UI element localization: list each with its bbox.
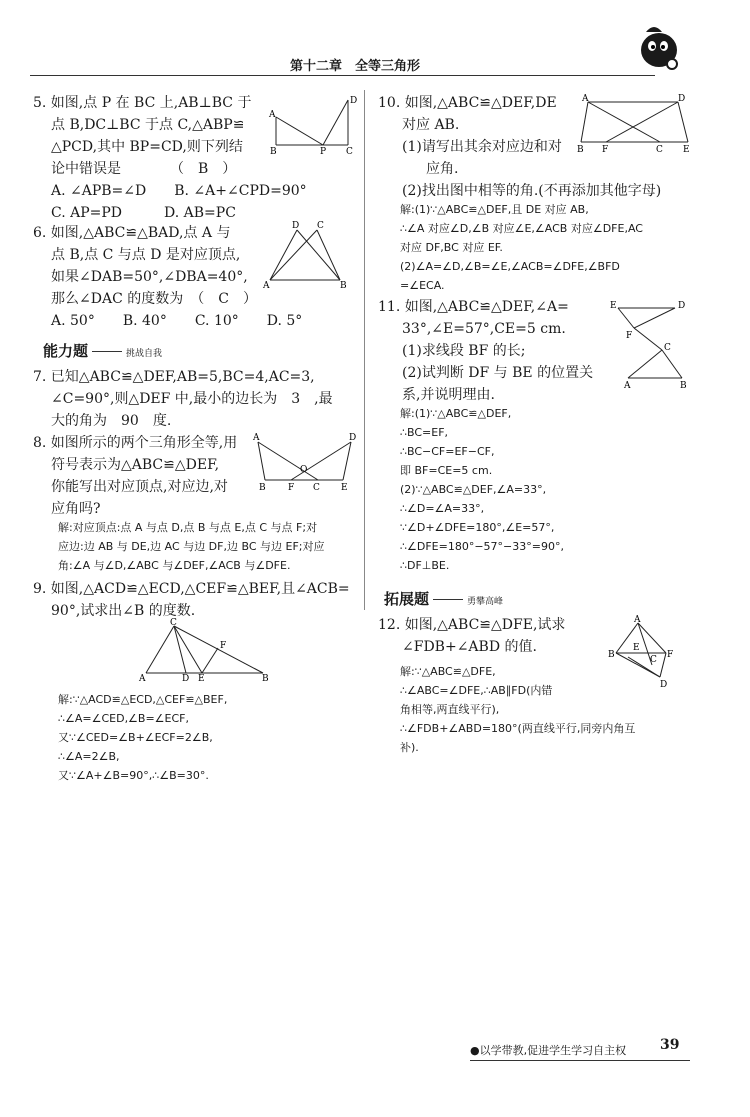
svg-text:B: B xyxy=(259,483,266,493)
q11-solution-line: (2)∵△ABC≌△DEF,∠A=33°, xyxy=(400,483,547,496)
q10-line: 对应 AB. xyxy=(402,117,460,133)
section-extension-title: 拓展题 xyxy=(384,590,430,608)
q8-line: 8. 如图所示的两个三角形全等,用 xyxy=(33,435,238,451)
question-5 xyxy=(33,92,307,224)
q10-solution-line: (2)∠A=∠D,∠B=∠E,∠ACB=∠DFE,∠BFD xyxy=(400,260,620,273)
q6-line: 那么∠DAC 的度数为 （ C ） xyxy=(51,291,257,307)
q9-line: 90°,试求出∠B 的度数. xyxy=(51,603,196,619)
q11-line: 33°,∠E=57°,CE=5 cm. xyxy=(402,321,566,337)
q12-line: ∠FDB+∠ABD 的值. xyxy=(402,639,537,655)
q12-solution xyxy=(400,662,635,757)
q10-line: 应角. xyxy=(426,161,459,177)
q11-solution-line: ∵∠D+∠DFE=180°,∠E=57°, xyxy=(400,521,555,534)
q8-line: 你能写出对应顶点,对应边,对 xyxy=(51,479,228,495)
section-ability-title: 能力题 xyxy=(43,342,89,360)
section-ability-tail: 挑战自我 xyxy=(126,349,163,359)
q12-solution-line: 角相等,两直线平行), xyxy=(400,703,500,716)
svg-text:B: B xyxy=(262,674,269,684)
svg-text:B: B xyxy=(608,650,615,660)
section-extension xyxy=(384,588,503,608)
page-number: 39 xyxy=(660,1037,680,1053)
q7-line: 7. 已知△ABC≌△DEF,AB=5,BC=4,AC=3, xyxy=(33,369,315,385)
svg-text:C: C xyxy=(664,343,671,353)
svg-text:A: A xyxy=(253,433,260,443)
q9-solution-line: ∴∠A=∠CED,∠B=∠ECF, xyxy=(58,712,190,725)
q9-solution xyxy=(58,690,227,785)
section-rule xyxy=(433,599,463,600)
column-divider xyxy=(364,90,365,610)
q11-line: 系,并说明理由. xyxy=(402,387,495,403)
q5-option-line: C. AP=PD D. AB=PC xyxy=(51,205,236,221)
q6-diagram xyxy=(262,222,347,292)
svg-text:F: F xyxy=(220,641,227,651)
q11-solution-line: ∴BC=EF, xyxy=(400,426,449,439)
chapter-title: 第十二章 全等三角形 xyxy=(290,59,421,74)
svg-text:D: D xyxy=(678,94,686,104)
q11-solution xyxy=(400,404,564,575)
svg-text:D: D xyxy=(292,221,300,231)
q8-solution-line: 应边:边 AB 与 DE,边 AC 与边 DF,边 BC 与边 EF;对应 xyxy=(58,540,325,553)
q11-line: (1)求线段 BF 的长; xyxy=(402,343,526,359)
q11-solution-line: ∴BC−CF=EF−CF, xyxy=(400,445,495,458)
q12-solution-line: 补). xyxy=(400,741,419,754)
svg-text:O: O xyxy=(300,465,308,475)
q12-solution-line: 解:∵△ABC≌△DFE, xyxy=(400,665,496,678)
svg-text:E: E xyxy=(683,145,690,155)
q10-line: 10. 如图,△ABC≌△DEF,DE xyxy=(378,95,557,111)
svg-text:F: F xyxy=(626,331,633,341)
section-rule xyxy=(92,351,122,352)
svg-text:E: E xyxy=(633,643,640,653)
q7-line: 大的角为 90 度. xyxy=(51,413,172,429)
q11-solution-line: ∴∠D=∠A=33°, xyxy=(400,502,485,515)
svg-text:A: A xyxy=(139,674,146,684)
question-8 xyxy=(33,432,237,520)
footer-rule xyxy=(470,1060,690,1061)
q5-diagram xyxy=(268,95,358,155)
q6-option-line: A. 50° B. 40° C. 10° D. 5° xyxy=(51,313,303,329)
question-11 xyxy=(378,296,593,406)
svg-text:B: B xyxy=(270,147,277,157)
q9-solution-line: ∴∠A=2∠B, xyxy=(58,750,120,763)
footer-slogan: ●以学带教,促进学生学习自主权 xyxy=(470,1044,627,1057)
q9-diagram xyxy=(138,618,273,683)
q7-line: ∠C=90°,则△DEF 中,最小的边长为 3 ,最 xyxy=(51,391,333,407)
q11-line: 11. 如图,△ABC≌△DEF,∠A= xyxy=(378,299,569,315)
svg-text:A: A xyxy=(269,110,276,120)
q11-line: (2)试判断 DF 与 BE 的位置关 xyxy=(402,365,594,381)
q9-line: 9. 如图,△ACD≌△ECD,△CEF≌△BEF,且∠ACB= xyxy=(33,581,350,597)
q12-line: 12. 如图,△ABC≌△DFE,试求 xyxy=(378,617,566,633)
svg-text:D: D xyxy=(678,301,686,311)
mascot-logo xyxy=(632,20,687,75)
q11-solution-line: 解:(1)∵△ABC≌△DEF, xyxy=(400,407,512,420)
q9-solution-line: 又∵∠A+∠B=90°,∴∠B=30°. xyxy=(58,769,209,782)
q5-line: △PCD,其中 BP=CD,则下列结 xyxy=(51,139,243,155)
svg-text:C: C xyxy=(346,147,353,157)
svg-text:E: E xyxy=(198,674,205,684)
q10-solution-line: 解:(1)∵△ABC≌△DEF,且 DE 对应 AB, xyxy=(400,203,589,216)
q11-solution-line: ∴DF⊥BE. xyxy=(400,559,450,572)
q8-solution xyxy=(58,518,325,575)
q10-solution-line: =∠ECA. xyxy=(400,279,445,292)
q8-solution-line: 角:∠A 与∠D,∠ABC 与∠DEF,∠ACB 与∠DFE. xyxy=(58,559,291,572)
question-12 xyxy=(378,614,565,658)
q9-solution-line: 又∵∠CED=∠B+∠ECF=2∠B, xyxy=(58,731,213,744)
svg-text:B: B xyxy=(340,281,347,291)
q6-line: 如果∠DAB=50°,∠DBA=40°, xyxy=(51,269,248,285)
section-ability xyxy=(43,340,162,360)
q8-diagram xyxy=(253,430,358,495)
svg-text:B: B xyxy=(577,145,584,155)
q8-line: 符号表示为△ABC≌△DEF, xyxy=(51,457,220,473)
section-extension-tail: 勇攀高峰 xyxy=(467,597,504,607)
q12-solution-line: ∴∠ABC=∠DFE,∴AB∥FD(内错 xyxy=(400,684,553,697)
question-9 xyxy=(33,578,350,622)
q8-solution-line: 解:对应顶点:点 A 与点 D,点 B 与点 E,点 C 与点 F;对 xyxy=(58,521,318,534)
q5-line: 论中错误是 （ B ） xyxy=(51,161,237,177)
svg-text:A: A xyxy=(624,381,631,391)
q6-line: 点 B,点 C 与点 D 是对应顶点, xyxy=(51,247,241,263)
q6-line: 6. 如图,△ABC≌△BAD,点 A 与 xyxy=(33,225,231,241)
svg-text:E: E xyxy=(610,301,617,311)
q12-solution-line: ∴∠FDB+∠ABD=180°(两直线平行,同旁内角互 xyxy=(400,722,636,735)
svg-text:A: A xyxy=(263,281,270,291)
svg-text:F: F xyxy=(288,483,295,493)
q5-option-line: A. ∠APB=∠D B. ∠A+∠CPD=90° xyxy=(51,183,307,199)
svg-text:C: C xyxy=(656,145,663,155)
q10-solution-line: 对应 DF,BC 对应 EF. xyxy=(400,241,503,254)
q9-solution-line: 解:∵△ACD≌△ECD,△CEF≌△BEF, xyxy=(58,693,228,706)
q8-line: 应角吗? xyxy=(51,501,101,517)
svg-text:F: F xyxy=(602,145,609,155)
svg-text:B: B xyxy=(680,381,687,391)
q10-diagram xyxy=(578,92,693,157)
q11-solution-line: ∴∠DFE=180°−57°−33°=90°, xyxy=(400,540,564,553)
svg-text:C: C xyxy=(170,618,177,628)
svg-text:P: P xyxy=(320,147,327,157)
header-rule xyxy=(30,75,655,76)
q10-solution xyxy=(400,200,643,295)
svg-text:D: D xyxy=(350,96,358,106)
svg-text:F: F xyxy=(667,650,674,660)
q5-line: 点 B,DC⊥BC 于点 C,△ABP≌ xyxy=(51,117,245,133)
svg-text:E: E xyxy=(341,483,348,493)
q5-line: 5. 如图,点 P 在 BC 上,AB⊥BC 于 xyxy=(33,95,252,111)
svg-text:C: C xyxy=(650,655,657,665)
q10-line: (2)找出图中相等的角.(不再添加其他字母) xyxy=(402,183,662,199)
svg-text:C: C xyxy=(317,221,324,231)
question-7 xyxy=(33,366,333,432)
svg-text:A: A xyxy=(582,94,589,104)
svg-text:D: D xyxy=(349,433,357,443)
svg-text:D: D xyxy=(182,674,190,684)
q10-line: (1)请写出其余对应边和对 xyxy=(402,139,562,155)
q11-diagram xyxy=(610,298,690,393)
svg-text:D: D xyxy=(660,680,668,690)
q10-solution-line: ∴∠A 对应∠D,∠B 对应∠E,∠ACB 对应∠DFE,AC xyxy=(400,222,643,235)
svg-text:A: A xyxy=(634,615,641,625)
svg-text:C: C xyxy=(313,483,320,493)
q11-solution-line: 即 BF=CE=5 cm. xyxy=(400,464,493,477)
